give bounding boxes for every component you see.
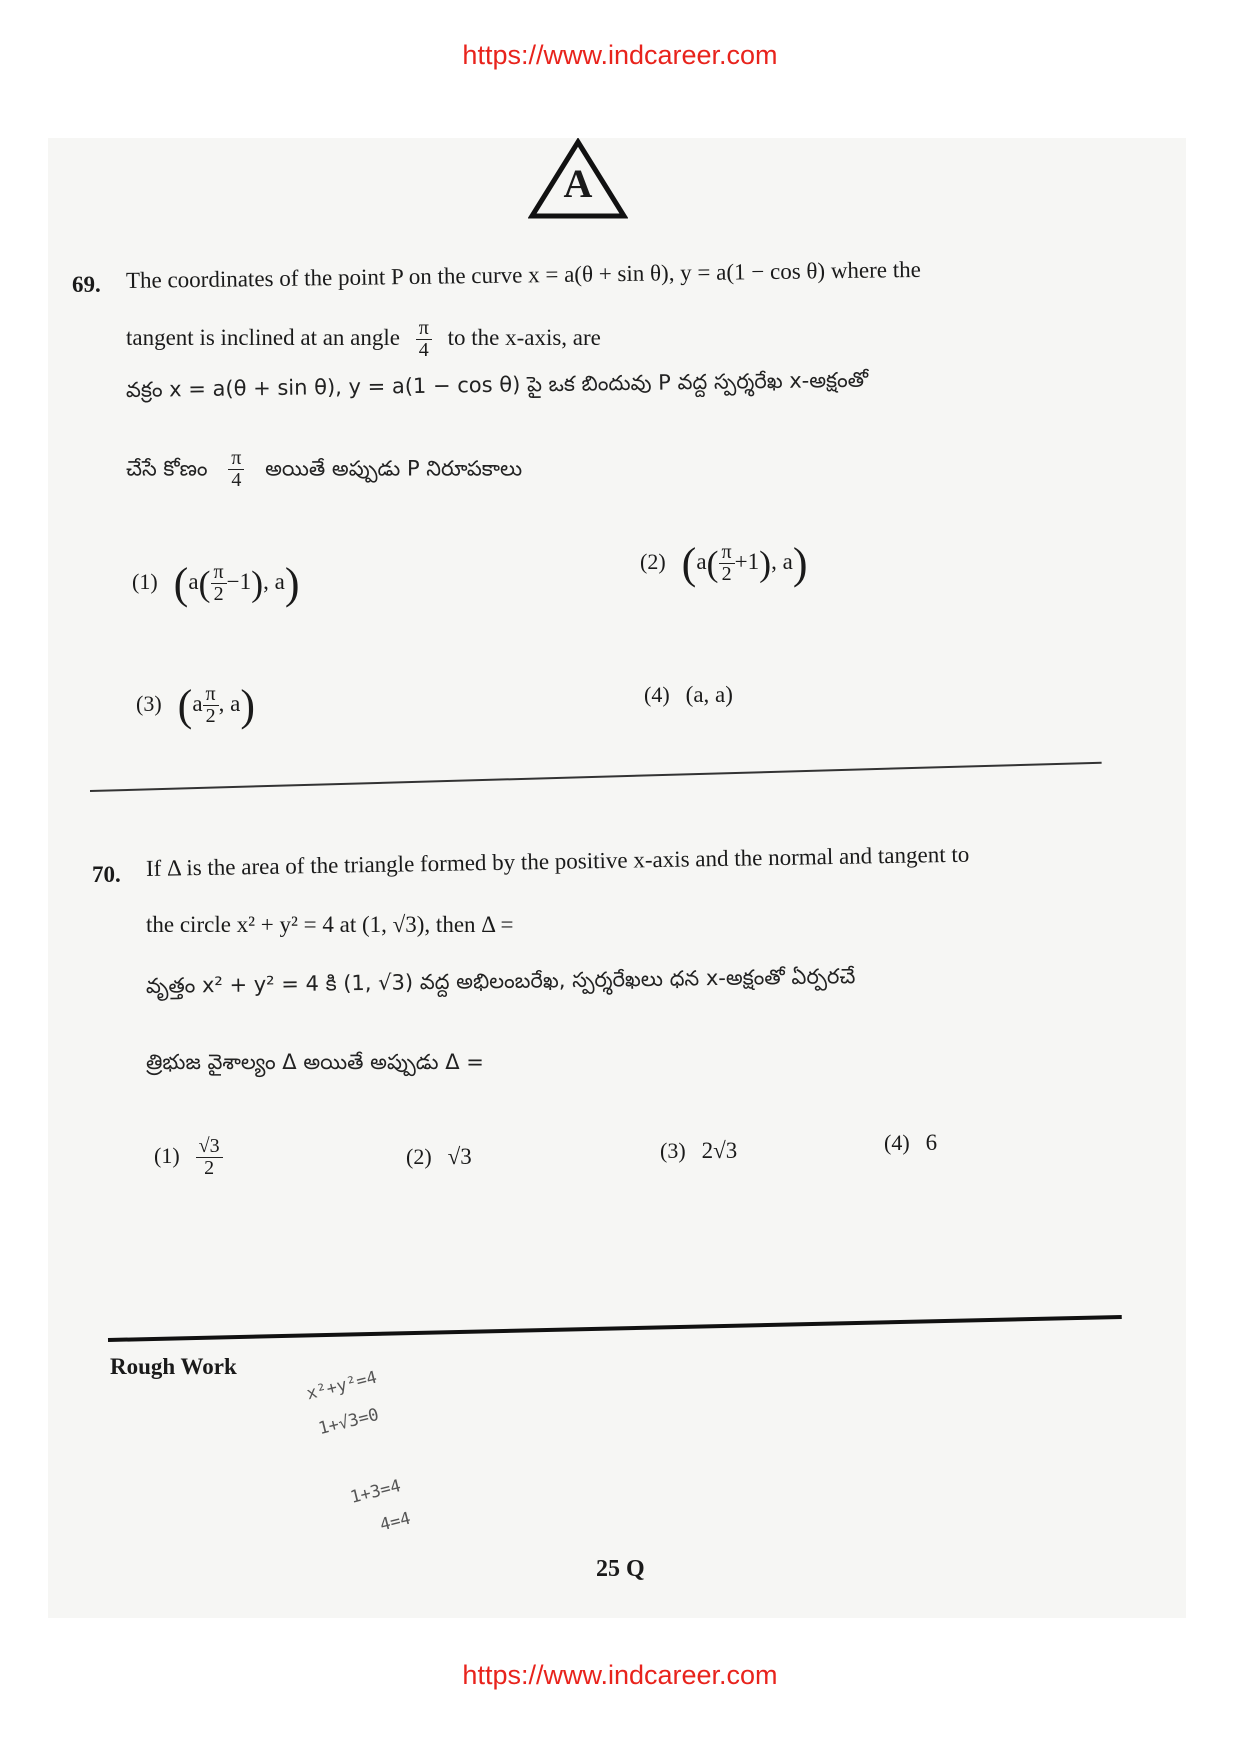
question-69-telugu-line2 — [126, 448, 522, 491]
option-term: a — [192, 690, 203, 716]
option-fraction — [196, 1136, 223, 1179]
q69-option-1[interactable]: (1) (a( $\frac{\pi}{2}$ −1), a) — [132, 559, 300, 608]
option-value: √3 — [447, 1144, 472, 1169]
option-label: (1) — [154, 1142, 180, 1168]
fraction-numerator: π — [211, 562, 227, 584]
option-value: 6 — [925, 1130, 938, 1155]
fraction-denominator: 4 — [418, 339, 429, 361]
option-term: a — [188, 568, 199, 594]
fraction-numerator: √3 — [196, 1136, 223, 1158]
fraction-denominator: 4 — [231, 469, 242, 491]
source-url-footer[interactable]: https://www.indcareer.com — [462, 1660, 778, 1690]
page-code: 25 Q — [596, 1556, 645, 1582]
fraction-numerator: π — [416, 318, 432, 340]
option-term: a — [696, 548, 707, 574]
option-value: 2√3 — [701, 1138, 738, 1163]
rough-mark: 1+3=4 — [348, 1476, 403, 1508]
option-label: (1) — [132, 568, 158, 594]
english-line2-post: to the x-axis, are — [447, 324, 601, 350]
option-fraction — [211, 562, 227, 605]
option-label: (3) — [660, 1138, 686, 1163]
telugu-angle-fraction — [228, 448, 244, 491]
fraction-denominator: 2 — [721, 563, 732, 585]
fraction-numerator: π — [719, 542, 735, 564]
english-line2-pre: tangent is inclined at an angle — [126, 324, 400, 350]
rough-mark: x²+y²=4 — [304, 1367, 380, 1405]
rough-work-label: Rough Work — [110, 1354, 237, 1379]
q70-option-3[interactable] — [660, 1138, 737, 1164]
option-label: (2) — [406, 1144, 432, 1169]
option-label: (4) — [884, 1130, 910, 1155]
question-number: 69. — [72, 272, 101, 297]
question-69-telugu-line1: వక్రం x = a(θ + sin θ), y = a(1 − cos θ) పై ఒక బిందువు P వద్ద స్పర్శరేఖ x-అక్షంతో — [125, 367, 869, 402]
source-url-header[interactable]: https://www.indcareer.com — [462, 40, 778, 70]
option-label: (4) — [644, 682, 670, 707]
telugu-line2-pre: చేసే కోణం — [126, 456, 208, 481]
q69-option-3[interactable]: (3) (a $\frac{\pi}{2}$ , a) — [136, 681, 256, 730]
q70-option-4[interactable] — [884, 1130, 937, 1156]
question-number: 70. — [92, 862, 121, 887]
fraction-denominator: 2 — [205, 705, 216, 727]
option-fraction — [203, 684, 219, 727]
fraction-numerator: π — [203, 684, 219, 706]
question-69-english-line2 — [126, 318, 601, 361]
q69-option-4[interactable] — [644, 682, 733, 708]
option-term: , a — [218, 690, 241, 716]
rough-mark: 1+√3=0 — [316, 1404, 381, 1440]
option-term: +1 — [734, 548, 760, 574]
option-fraction — [719, 542, 735, 585]
option-value: (a, a) — [685, 682, 733, 707]
question-70-english-line1: If Δ is the area of the triangle formed by the positive x-axis and the normal and tangent to — [145, 841, 970, 881]
option-term: −1 — [226, 568, 252, 594]
q70-option-1[interactable] — [154, 1136, 223, 1179]
question-69-english-line1: The coordinates of the point P on the curve x = a(θ + sin θ), y = a(1 − cos θ) where the — [125, 256, 922, 293]
question-70-english-line2: the circle x² + y² = 4 at (1, √3), then Δ = — [146, 912, 514, 937]
angle-fraction — [416, 318, 432, 361]
option-label: (2) — [640, 548, 666, 574]
q69-option-2[interactable]: (2) (a( $\frac{\pi}{2}$ +1), a) — [640, 539, 808, 588]
set-letter: A — [563, 161, 593, 206]
fraction-numerator: π — [228, 448, 244, 470]
option-label: (3) — [136, 690, 162, 716]
option-term: , a — [771, 548, 793, 574]
rough-mark: 4=4 — [378, 1508, 413, 1536]
fraction-denominator: 2 — [204, 1157, 215, 1179]
q70-option-2[interactable] — [406, 1144, 472, 1170]
question-70-telugu-line1: వృత్తం x² + y² = 4 కి (1, √3) వద్ద అభిలంబరేఖ, స్పర్శరేఖలు ధన x-అక్షంతో ఏర్పరచే — [145, 964, 856, 998]
option-term: , a — [263, 568, 285, 594]
fraction-denominator: 2 — [213, 583, 224, 605]
question-70-telugu-line2: త్రిభుజ వైశాల్యం Δ అయితే అప్పుడు Δ = — [146, 1050, 484, 1074]
telugu-line2-post: అయితే అప్పుడు P నిరూపకాలు — [265, 456, 523, 481]
